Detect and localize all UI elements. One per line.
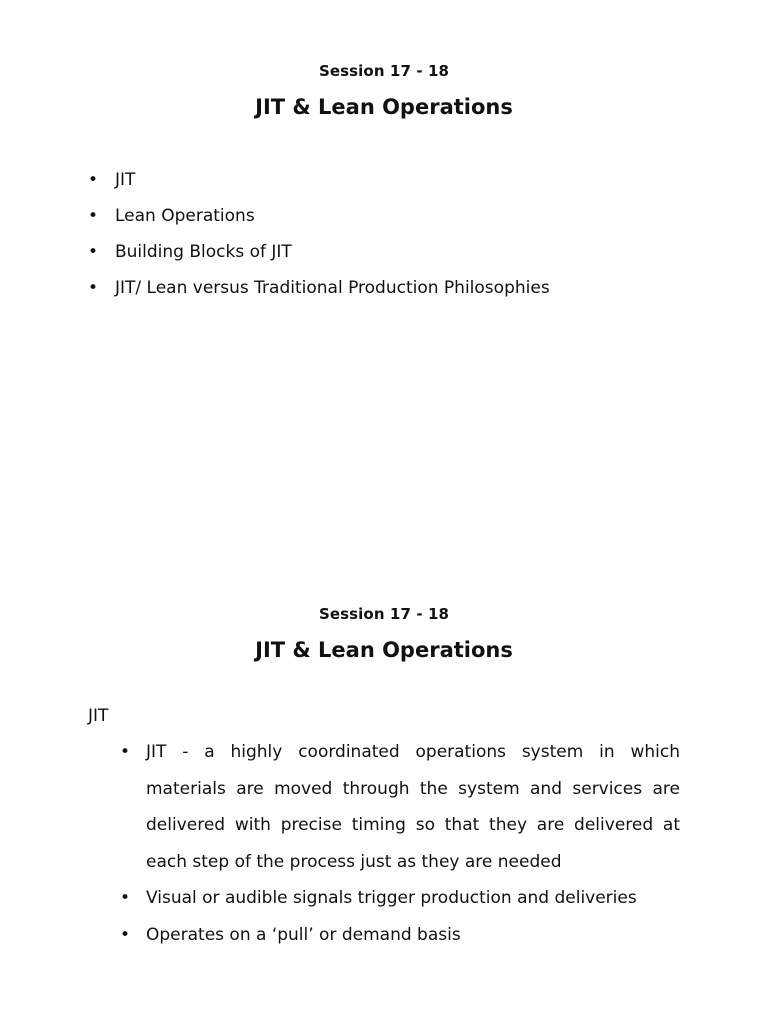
bullet-icon: • (120, 888, 131, 908)
bullet-icon: • (88, 170, 99, 190)
list-item (120, 734, 680, 880)
bullet-icon: • (120, 924, 131, 945)
list-item-text: Visual or audible signals trigger production and deliveries (146, 888, 637, 908)
list-item (120, 917, 680, 954)
page-title-2: JIT & Lean Operations (255, 638, 513, 662)
list-item (88, 162, 688, 198)
list-item-text: JIT - a highly coordinated operations system in which materials are moved through the system and services are delivered with precise timing so that they are delivered at each step of the process just as they are needed (146, 742, 680, 872)
session-label-1: Session 17 - 18 (318, 62, 450, 80)
list-item-text: JIT (115, 170, 136, 190)
list-item (88, 198, 688, 234)
definition-list (120, 734, 680, 953)
list-item (88, 234, 688, 270)
topic-list (88, 162, 688, 306)
list-item-text: Operates on a ‘pull’ or demand basis (146, 924, 461, 945)
list-item (88, 270, 688, 306)
list-item-text: Lean Operations (115, 206, 255, 226)
bullet-icon: • (88, 278, 99, 298)
bullet-icon: • (88, 242, 99, 262)
section-heading: JIT (88, 706, 109, 726)
bullet-icon: • (120, 742, 131, 762)
page-title-1: JIT & Lean Operations (255, 95, 513, 119)
session-label-2: Session 17 - 18 (318, 605, 450, 623)
bullet-icon: • (88, 206, 99, 226)
list-item-text: Building Blocks of JIT (115, 242, 292, 262)
list-item-text: JIT/ Lean versus Traditional Production Philosophies (115, 278, 550, 298)
list-item (120, 880, 680, 917)
